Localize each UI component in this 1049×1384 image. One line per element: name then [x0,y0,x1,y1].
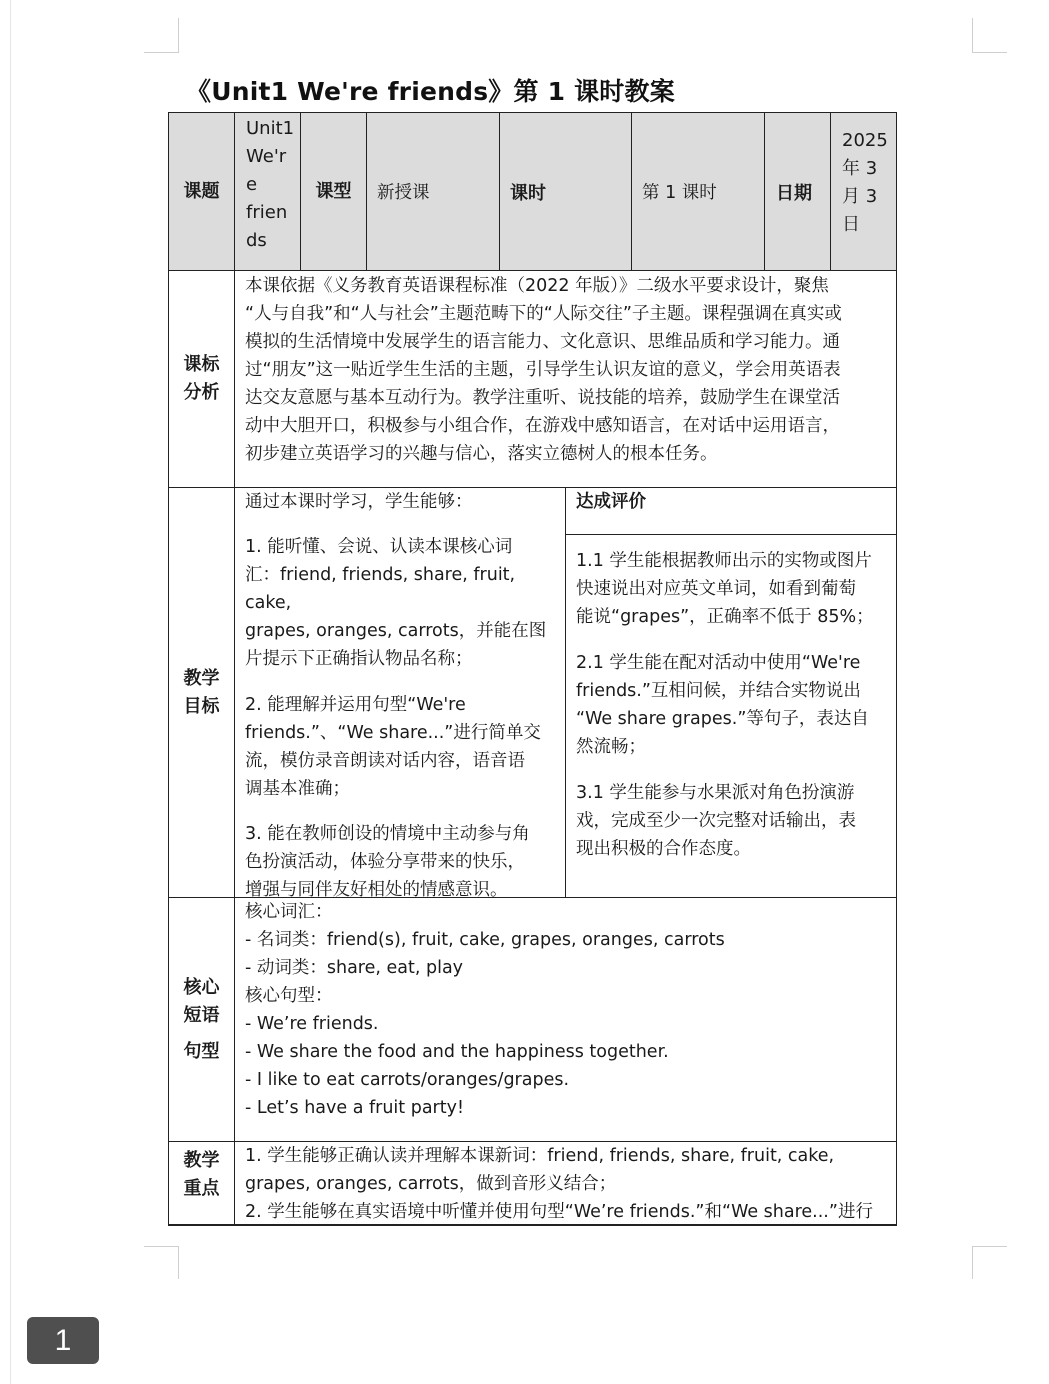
crop-mark-bottom-right [972,1246,1007,1279]
evaluation-item [576,547,886,631]
key-point-line: 1. 学生能够正确认读并理解本课新词：friend, friends, share, fruit, cake, [245,1146,835,1166]
curriculum-line: 模拟的生活情境中发展学生的语言能力、文化意识、思维品质和学习能力。通 [245,332,840,352]
curriculum-line: 达交友意愿与基本互动行为。教学注重听、说技能的培养，鼓励学生在课堂活 [245,388,840,408]
date-value-line: 年 3 [842,158,878,179]
curriculum-label-line: 分析 [183,382,220,403]
evaluation-line: 能说“grapes”，正确率不低于 85%； [576,607,874,627]
key-phrase-line: - We share the food and the happiness together. [245,1042,669,1062]
period-value-cell [631,112,765,271]
evaluation-item [576,779,886,863]
curriculum-content-cell [234,270,897,488]
key-points-label-line: 重点 [183,1178,220,1199]
topic-label: 课题 [183,180,220,202]
period-value: 第 1 课时 [642,183,717,203]
evaluation-header: 达成评价 [576,492,646,512]
key-phrase-line: - Let’s have a fruit party! [245,1098,464,1118]
topic-label-cell [168,112,235,271]
objective-line: 3. 能在教师创设的情境中主动参与角 [245,824,530,844]
evaluation-item [576,649,886,761]
curriculum-line: 本课依据《义务教育英语课程标准（2022 年版）》二级水平要求设计，聚焦 [245,276,829,296]
key-point-line: 2. 学生能够在真实语境中听懂并使用句型“We’re friends.”和“We share...”进行 [245,1202,873,1222]
objective-item [245,533,555,673]
objectives-content-cell [234,487,566,898]
crop-mark-bottom-left [144,1246,179,1279]
date-value-line: 月 3 [842,186,878,207]
objective-line: 调基本准确； [245,779,350,799]
document-title: 《Unit1 We're friends》第 1 课时教案 [186,77,675,106]
topic-value-cell [234,112,301,271]
evaluation-line: “We share grapes.”等句子，表达自 [576,709,869,729]
date-value-line: 2025 [842,130,888,151]
curriculum-label-line: 课标 [183,354,220,375]
objective-line: 2. 能理解并运用句型“We're [245,695,466,715]
evaluation-line: friends.”互相问候，并结合实物说出 [576,681,861,701]
objective-line: 增强与同伴友好相处的情感意识。 [245,880,508,898]
evaluation-line: 1.1 学生能根据教师出示的实物或图片 [576,551,872,571]
evaluation-line: 2.1 学生能在配对活动中使用“We're [576,653,861,673]
objective-line: friends.”、“We share...”进行简单交 [245,723,541,743]
key-phrase-line: 核心词汇： [245,902,333,922]
key-phrase-line: 核心句型： [245,986,333,1006]
objectives-label-line: 目标 [183,695,220,717]
evaluation-content-cell [565,534,897,898]
page-number-badge[interactable]: 1 [27,1317,99,1364]
crop-mark-top-left [144,18,179,53]
evaluation-line: 然流畅； [576,737,646,757]
date-label: 日期 [776,182,812,204]
objective-line: 1. 能听懂、会说、认读本课核心词 [245,537,513,557]
topic-value-line: Unit1 [246,118,295,139]
type-label-cell [300,112,367,271]
evaluation-line: 现出积极的合作态度。 [576,839,751,859]
date-value-cell [830,112,897,271]
curriculum-line: “人与自我”和“人与社会”主题范畴下的“人际交往”子主题。课程强调在真实或 [245,304,842,324]
key-phrases-label-line: 核心 [183,976,220,998]
type-label: 课型 [315,180,352,202]
key-points-content-cell [234,1141,897,1225]
objective-line: 汇：friend, friends, share, fruit, cake, [245,565,516,613]
topic-value-line: e [246,174,258,195]
curriculum-line: 动中大胆开口，积极参与小组合作，在游戏中感知语言，在对话中运用语言， [245,416,840,436]
key-phrase-line: - We’re friends. [245,1014,379,1034]
key-phrases-label-line: 句型 [183,1040,220,1062]
objective-line: grapes, oranges, carrots，并能在图 [245,621,547,641]
objective-item [245,691,555,803]
date-label-cell [764,112,831,271]
type-value: 新授课 [377,183,430,203]
viewer-edge-line [10,0,11,1384]
objective-item [245,820,555,898]
curriculum-label-cell [168,270,235,488]
objective-line: 片提示下正确指认物品名称； [245,649,473,669]
topic-value-line: We'r [246,146,287,167]
curriculum-line: 初步建立英语学习的兴趣与信心，落实立德树人的根本任务。 [245,444,718,464]
date-value-line: 日 [842,214,860,235]
evaluation-line: 快速说出对应英文单词，如看到葡萄 [576,579,856,599]
evaluation-header-cell [565,487,897,535]
key-phrase-line: - I like to eat carrots/oranges/grapes. [245,1070,570,1090]
key-phrases-content-cell [234,897,897,1142]
objectives-label-line: 教学 [183,667,220,689]
lesson-plan-table [168,112,897,1225]
page-cut-line [168,1224,897,1226]
objective-line: 流，模仿录音朗读对话内容，语音语 [245,751,525,771]
key-phrases-label-cell [168,897,235,1142]
key-point-line: grapes, oranges, carrots，做到音形义结合； [245,1174,617,1194]
objectives-label-cell [168,487,235,898]
evaluation-line: 戏，完成至少一次完整对话输出，表 [576,811,856,831]
period-label: 课时 [510,182,546,204]
topic-value-line: ds [246,230,267,251]
key-phrase-line: - 动词类：share, eat, play [245,958,464,978]
evaluation-line: 3.1 学生能参与水果派对角色扮演游 [576,783,855,803]
key-phrases-label-line: 短语 [183,1004,220,1026]
objectives-intro: 通过本课时学习，学生能够： [245,492,473,512]
crop-mark-top-right [972,18,1007,53]
key-phrase-line: - 名词类：friend(s), fruit, cake, grapes, oranges, carrots [245,930,725,950]
period-label-cell [499,112,632,271]
topic-value-line: frien [246,202,288,223]
key-points-label-line: 教学 [183,1150,220,1171]
key-points-label-cell [168,1141,235,1225]
curriculum-line: 过“朋友”这一贴近学生生活的主题，引导学生认识友谊的意义，学会用英语表 [245,360,841,380]
type-value-cell [366,112,500,271]
objective-line: 色扮演活动，体验分享带来的快乐， [245,852,525,872]
